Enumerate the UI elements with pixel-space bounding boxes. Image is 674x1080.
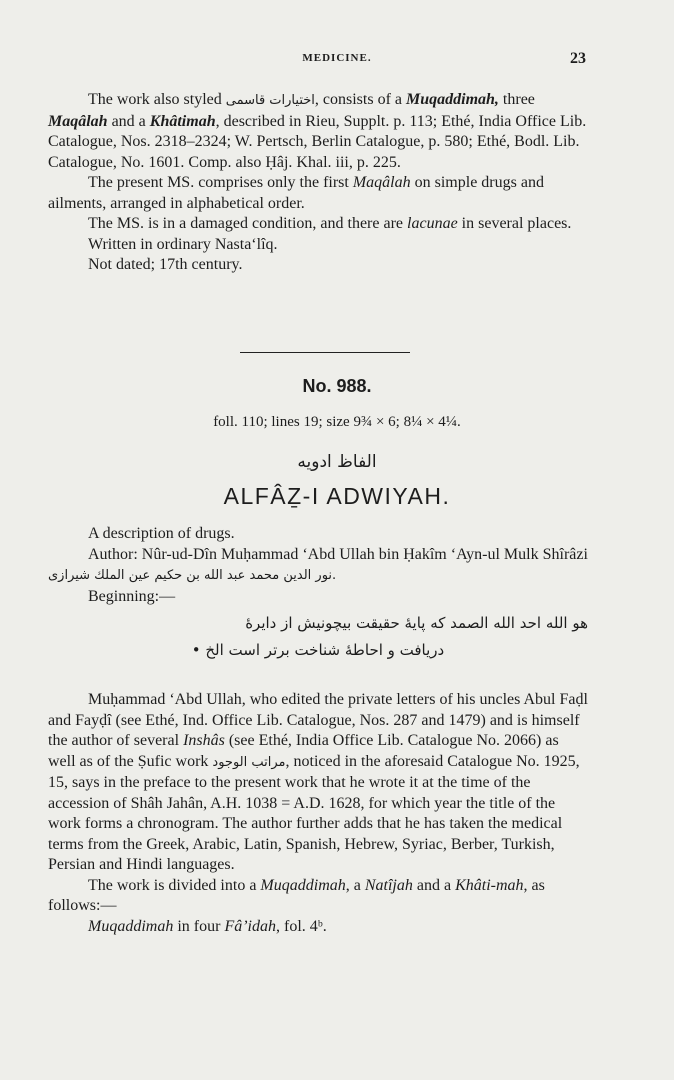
entry-details [48,524,588,660]
paragraph-date: Not dated; 17th century. [88,256,243,273]
paragraph-divisions: The work is divided into a Muqaddimah, a Natîjah and a Khâti-mah, as follows:— [48,876,545,914]
author-arabic: نور الدین محمد عبد الله بن حکیم عین الملك شیرازی. [48,568,337,583]
paragraph-work-styled: The work also styled اختيارات قاسمی, consists of a Muqaddimah, three Maqâlah and a Khâtimah, described in Rieu, Supplt. p. 113; Ethé, India Office Lib. Catalogue, Nos. 2318–2324; W. Pertsch, Berlin Catalogue, p. 580; Ethé, Bodl. Lib. Catalogue, No. 1601. Comp. also Ḥâj. Khal. iii, p. 225. [48,91,587,171]
running-title: MEDICINE. [302,52,372,64]
page-number: 23 [570,50,586,67]
entry-number: No. 988. [302,376,372,396]
entry-notes [48,690,588,937]
paragraph-author-bio: Muḥammad ‘Abd Ullah, who edited the private letters of his uncles Abul Faḍl and Fayḍî (see Ethé, Ind. Office Lib. Catalogue, Nos. 287 and 1479) and is himself the author of several Inshâs (see Ethé, India Office Lib. Catalogue No. 2066) as well as of the Ṣufic work مراتب الوجود, noticed in the aforesaid Catalogue No. 1925, 15, says in the preface to the present work that he wrote it at the time of the accession of Shâh Jahân, A.H. 1038 = A.D. 1628, for which year the title of the work forms a chronogram. The author further adds that he has taken the medical terms from the Greek, Arabic, Latin, Spanish, Hebrew, Syriac, Berber, Turkish, Persian and Hindi languages. [48,691,588,873]
section-divider [240,352,410,353]
entry-author: Author: Nûr-ud-Dîn Muḥammad ‘Abd Ullah bin Ḥakîm ‘Ayn-ul Mulk Shîrâzi نور الدین محمد عبد الله بن حکیم عین الملك شیرازی. [48,545,588,583]
entry-physical-description: foll. 110; lines 19; size 9¾ × 6; 8¼ × 4¼. [213,414,461,430]
beginning-arabic-line-2: دریافت و احاطهٔ شناخت برتر است الخ • [191,640,445,659]
paragraph-condition: The MS. is in a damaged condition, and there are lacunae in several places. [88,215,572,232]
sufic-work-arabic: مراتب الوجود [212,754,286,770]
beginning-label: Beginning:— [88,587,176,605]
running-header [0,52,674,74]
previous-entry-continuation [48,90,588,276]
entry-title: ALFÂẔ-I ADWIYAH. [223,483,451,509]
beginning-arabic-line-1: هو الله احد الله الصمد که پایهٔ حقیقت بیچونیش از دایرهٔ [245,614,588,632]
paragraph-present-ms: The present MS. comprises only the first Maqâlah on simple drugs and ailments, arranged in alphabetical order. [48,174,544,212]
paragraph-script: Written in ordinary Nasta‘lîq. [88,235,278,253]
paragraph-muqaddimah: Muqaddimah in four Fâ’idah, fol. 4ᵇ. [88,917,327,935]
entry-title-arabic: الفاظ ادویه [297,452,377,472]
entry-description: A description of drugs. [88,525,235,542]
arabic-alt-title: اختيارات قاسمی [225,93,315,108]
